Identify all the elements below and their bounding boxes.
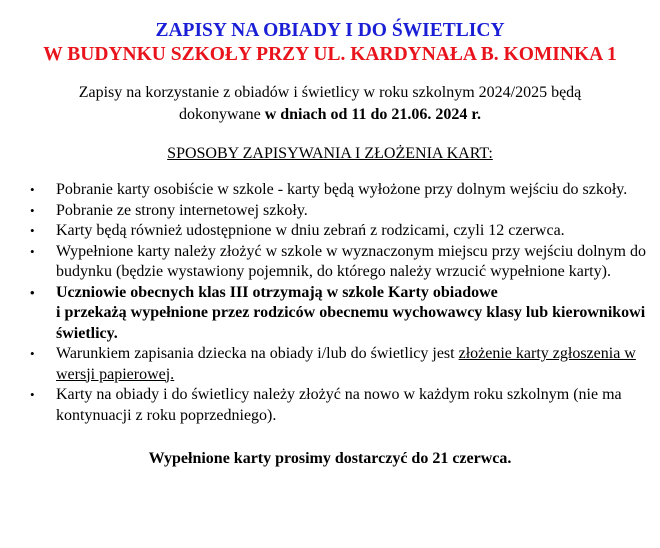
list-item-pickup-in-school: • Pobranie karty osobiście w szkole - karty będą wyłożone przy dolnym wejściu do szkoły. (0, 180, 660, 201)
class-three-line-2: i przekażą wypełnione przez rodziców obecnemu wychowawcy klasy lub kierownikowi świetlicy. (56, 304, 646, 342)
intro-line-2-plain: dokonywane (178, 106, 265, 123)
title-line-2: W BUDYNKU SZKOŁY PRZY UL. KARDYNAŁA B. KOMINKA 1 (43, 44, 617, 65)
intro-dates: w dniach od 11 do 21.06. 2024 r. (264, 106, 482, 123)
paper-condition-text: Warunkiem zapisania dziecka na obiady i/lub do świetlicy jest (56, 345, 459, 362)
section-subtitle: SPOSOBY ZAPISYWANIA I ZŁOŻENIA KART: (167, 145, 493, 162)
paper-condition-underlined: złożenie karty zgłoszenia w wersji papierowej. (56, 345, 636, 383)
list-item-renew-yearly: • Karty na obiady i do świetlicy należy złożyć na nowo w każdym roku szkolnym (nie ma kontynuacji z roku poprzedniego). (0, 385, 660, 426)
class-three-line-1: Uczniowie obecnych klas III otrzymają w szkole Karty obiadowe (56, 283, 498, 301)
footer-note: Wypełnione karty prosimy dostarczyć do 21 czerwca. (148, 450, 512, 467)
list-item-submit-cards: • Wypełnione karty należy złożyć w szkole w wyznaczonym miejscu przy wejściu dolnym do budynku (będzie wystawiony pojemnik, do którego należy wrzucić wypełnione karty). (0, 242, 660, 283)
intro-line-1: Zapisy na korzystanie z obiadów i świetlicy w roku szkolnym 2024/2025 będą (78, 84, 582, 101)
list-item-paper-condition (0, 344, 660, 385)
list-item-download-website: • Pobranie ze strony internetowej szkoły. (0, 201, 660, 222)
list-item-parent-meeting: • Karty będą również udostępnione w dniu zebrań z rodzicami, czyli 12 czerwca. (0, 221, 660, 242)
bullet-list (0, 180, 660, 426)
intro-paragraph (0, 82, 660, 126)
list-item-class-three (0, 283, 660, 345)
title-line-1: ZAPISY NA OBIADY I DO ŚWIETLICY (155, 20, 505, 41)
